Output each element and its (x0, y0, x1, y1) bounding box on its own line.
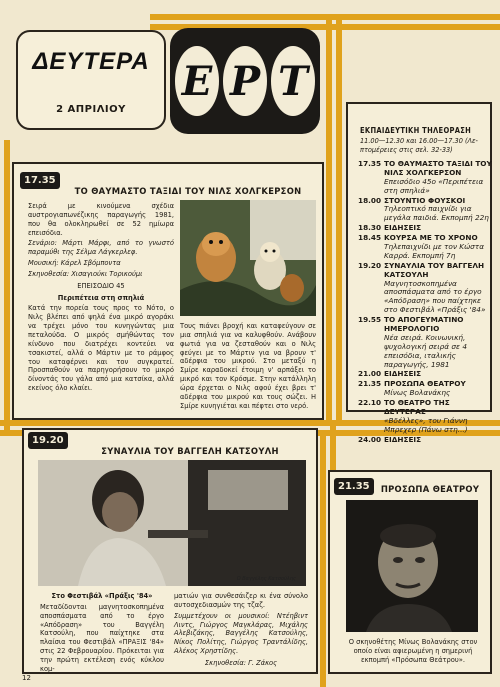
schedule-item-title: ΤΟ ΘΕΑΤΡΟ ΤΗΣ ΔΕΥΤΕΡΑΣ (384, 398, 450, 417)
schedule-header (360, 126, 492, 155)
concert-body: Μεταδίδονται μαγνητοσκοπημένα αποσπάσματα από το έργο «Απόδραση» του Βαγγέλη Κατσούλη, που παίχτηκε στα πλαίσια του Φεστιβάλ «ΠΡΑΞΙΣ '84» στις 22 Φεβρουαρίου. Πρόκειται για την πρώτη εκτέλεση ενός κύκλου κομ- (40, 602, 164, 673)
schedule-item (358, 197, 492, 224)
ert-logo-letter-r: Ρ (223, 46, 267, 116)
musician-photo (38, 460, 306, 586)
schedule-item-desc: Μίνως Βολανάκης (384, 388, 451, 398)
schedule-item-title: ΣΥΝΑΥΛΙΑ ΤΟΥ ΒΑΓΓΕΛΗ ΚΑΤΣΟΥΛΗ (384, 260, 485, 279)
schedule-item-desc: Τηλεοπτικό παιχνίδι για μεγάλα παιδιά. Εκπομπή 22η (384, 204, 489, 223)
schedule-item-time: 24.00 (358, 434, 382, 444)
schedule-item (358, 370, 492, 379)
schedule-item (358, 399, 492, 435)
concert-director: Σκηνοθεσία: Γ. Ζάκος (204, 658, 278, 667)
nils-cartoon-photo (180, 200, 316, 316)
theatre-title: ΠΡΟΣΩΠΑ ΘΕΑΤΡΟΥ (380, 484, 480, 494)
schedule-item-desc: Μαγνητοσκοπημένα αποσπάσματα από το έργο «Απόδραση» που παίχτηκε στο Φεστιβάλ «Πράξις '84» (384, 278, 486, 315)
schedule-heading: ΕΚΠΑΙΔΕΥΤΙΚΗ ΤΗΛΕΟΡΑΣΗ (360, 126, 472, 135)
schedule-item-title: ΕΙΔΗΣΕΙΣ (384, 434, 422, 444)
schedule-item-desc: Τηλεπαιχνίδι με τον Κώστα Καρρά. Εκπομπή 7η (384, 242, 485, 260)
page-number: 12 (22, 674, 31, 682)
ert-logo-letter-e: Ε (175, 46, 219, 116)
nils-episode: ΕΠΕΙΣΟΔΙΟ 45 (77, 281, 125, 290)
theatre-box (328, 470, 492, 674)
schedule-item-time: 19.20 (358, 260, 382, 270)
schedule-item (358, 380, 492, 398)
concert-title: ΣΥΝΑΥΛΙΑ ΤΟΥ ΒΑΓΓΕΛΗ ΚΑΤΣΟΥΛΗ (101, 446, 279, 456)
schedule-item-title: ΚΟΥΡΣΑ ΜΕ ΤΟ ΧΡΟΝΟ (384, 233, 478, 243)
schedule-item-title: ΤΟ ΘΑΥΜΑΣΤΟ ΤΑΞΙΔΙ ΤΟΥ ΝΙΛΣ ΧΟΛΓΚΕΡΣΟΝ (384, 159, 492, 177)
schedule-item (358, 160, 492, 196)
schedule-item-time: 17.35 (358, 159, 382, 168)
schedule-item-time: 21.35 (358, 379, 382, 389)
nils-credit-music: Μουσική: Κάρελ Σβόμποντα (28, 259, 121, 268)
cartoon-illustration (180, 200, 316, 316)
schedule-item (358, 316, 492, 369)
nils-title: ΤΟ ΘΑΥΜΑΣΤΟ ΤΑΞΙΔΙ ΤΟΥ ΝΙΛΣ ΧΟΛΓΚΕΡΣΟΝ (74, 186, 302, 196)
schedule-item-body (384, 224, 421, 233)
schedule-item-time: 18.45 (358, 233, 382, 243)
schedule-item (358, 224, 492, 233)
stripe-lower-vertical (320, 430, 326, 687)
schedule-item-title: ΕΙΔΗΣΕΙΣ (384, 369, 422, 379)
schedule-list (358, 160, 492, 446)
concert-body-2: ματιών για συνθεσάιζερ κι ένα σύνολο αυτοσχεδιασμών της τζαζ. (174, 592, 308, 609)
schedule-item-time: 22.10 (358, 398, 382, 408)
schedule-item-desc: Νέα σειρά. Κοινωνική, ψυχολογική σειρά σε 4 επεισόδια, ιταλικής παραγωγής, 1981 (384, 332, 467, 369)
schedule-item-body (384, 160, 492, 196)
stripe-right-vertical (326, 14, 332, 422)
concert-time-tag: 19.20 (28, 432, 68, 449)
schedule-item-title: ΠΡΟΣΩΠΑ ΘΕΑΤΡΟΥ (384, 379, 466, 389)
concert-left-column (40, 592, 164, 676)
nils-box (12, 162, 324, 420)
schedule-item-desc: «Βδέλλες», του Γιάννη Μπρεχερ (Πάνω στη...) (384, 415, 468, 434)
concert-lead: Στο Φεστιβάλ «Πράξις '84» (51, 592, 153, 600)
nils-credit-screenplay: Σενάριο: Μάρτι Μάρφι, από το γνωστό παραμύθι της Σέλμα Λάγκερλεφ. (28, 239, 174, 257)
schedule-item-body (384, 234, 492, 261)
stripe-top-horizontal (150, 14, 500, 20)
schedule-item-body (384, 197, 492, 224)
theatre-body: Ο σκηνοθέτης Μίνως Βολανάκης στον οποίο είναι αφιερωμένη η σημερινή εκπομπή «Πρόσωπα Θεάτρου». (348, 638, 478, 664)
concert-right-column (174, 592, 308, 670)
schedule-item-time: 21.00 (358, 369, 382, 379)
schedule-item-body (384, 380, 466, 398)
theatre-text (342, 638, 484, 667)
schedule-item-time: 18.30 (358, 223, 382, 233)
nils-right-column (180, 322, 316, 412)
theatre-photo (346, 500, 478, 632)
schedule-heading-sub: 11.00—12.30 και 16.00—17.30 (Λε-πτομέρειες στις σελ. 32-33) (360, 135, 478, 155)
schedule-item (358, 234, 492, 261)
schedule-item-body (384, 436, 421, 445)
schedule-item (358, 262, 492, 315)
concert-photo-caption: Ο Βαγγέλης Κατσούλης (236, 576, 296, 582)
day-header-box (16, 30, 166, 130)
nils-body: Κατά την πορεία τους προς το Νότο, ο Νιλς βλέπει από ψηλά ένα μικρό αγοράκι να τρέχει μόνο του κυνηγώντας μια πεταλούδα. Ο μικρός σμήθώντας τον κίνδυνο που διατρέχει κοντεύει να τσακιστεί, αλλά ο Μάρτιν με το ράμφος του καταφέρνει και τον συγκρατεί. Προσπαθούν να παρηγορήσουν το μικρό δίνοντάς του γάλα από μια κατσίκα, αλλά εκείνος όλο κλαίει. (28, 304, 174, 393)
nils-body-2: Τους πιάνει βροχή και καταφεύγουν σε μια σπηλιά για να καλυφθούν. Ανάβουν φωτιά για να ζεσταθούν και ο Νιλς φεύγει με το Μάρτιν για να βρουν τ' αδέρφια του μικρού. Στο μεταξύ η Σμίρε καραδοκεί έτοιμη ν' αρπάξει το μικρό και τον Κρόσμε. Στην κατάλληλη ώρα έρχεται ο Νιλς αφού έχει βρει τ' αδέρφια του μικρού και τους σώζει. Η Σμίρε κυνηγιέται και πέφτει στο νερό. (180, 322, 316, 410)
schedule-item-title: ΤΟ ΑΠΟΓΕΥΜΑΤΙΝΟ ΗΜΕΡΟΛΟΓΙΟ (384, 315, 464, 334)
schedule-box (346, 102, 492, 444)
schedule-item-body (384, 399, 492, 435)
portrait-photo (346, 500, 478, 632)
schedule-item-body (384, 370, 421, 379)
concert-box (22, 428, 318, 674)
schedule-item-time: 18.00 (358, 195, 382, 205)
day-title: ΔΕΥΤΕΡΑ (32, 48, 150, 75)
nils-time-tag: 17.35 (20, 172, 60, 189)
schedule-item (358, 436, 492, 445)
nils-left-column (28, 202, 174, 395)
nils-episode-title: Περιπέτεια στη σπηλιά (57, 293, 145, 302)
nils-credit-director: Σκηνοθεσία: Χισαγιούκι Τορικούμι (28, 269, 143, 278)
day-date: 2 ΑΠΡΙΛΙΟΥ (56, 104, 126, 115)
schedule-item-body (384, 262, 492, 315)
schedule-item-time: 19.55 (358, 315, 382, 325)
ert-logo-letter-t: Τ (271, 46, 315, 116)
ert-logo (170, 28, 320, 134)
schedule-item-body (384, 316, 492, 369)
stripe-left-vertical (4, 140, 10, 430)
schedule-item-title: ΣΤΟΥΝΤΙΟ ΦΟΥΣΚΟΙ (384, 195, 466, 205)
nils-intro: Σειρά με κινούμενα σχέδια αυστρογιαπωνέζικης παραγωγής 1981, που θα ολοκληρωθεί σε 52 ημίωρα επεισόδια. (28, 202, 174, 237)
theatre-time-tag: 21.35 (334, 478, 374, 495)
concert-credits: Συμμετέχουν οι μουσικοί: Ντέηβιντ Λιντς, Γιώργος Μαγκλάρας, Μιχάλης Αλεβιζάκης, Βαγγέλης Κατσούλης, Νίκος Πολίτης, Γιώργος Τραντάλίδης, Αλέκος Χρηστίδης. (174, 611, 308, 656)
schedule-item-desc: Επεισόδιο 45ο «Περιπέτεια στη σπηλιά» (384, 176, 484, 195)
concert-photo (38, 460, 306, 586)
schedule-item-title: ΕΙΔΗΣΕΙΣ (384, 223, 422, 233)
stripe-right-vertical-2 (336, 14, 342, 422)
